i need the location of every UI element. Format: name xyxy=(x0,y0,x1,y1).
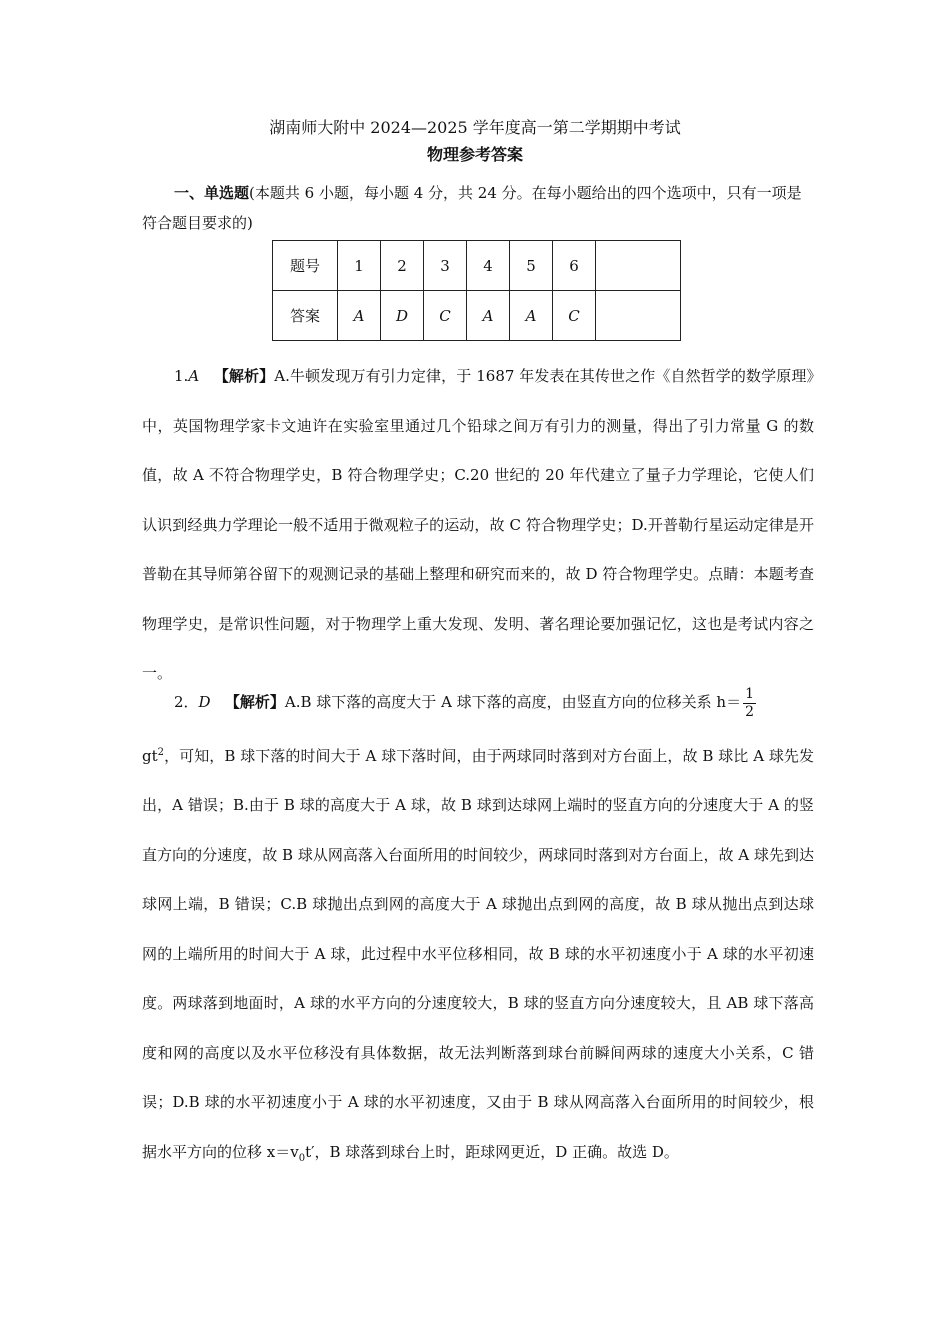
explanation-text: A.B 球下落的高度大于 A 球下落的高度，由竖直方向的位移关系 h＝ xyxy=(284,693,742,711)
section-heading: 一、单选题 xyxy=(174,184,250,202)
answer-table xyxy=(272,240,681,341)
question-label: 1. xyxy=(174,367,189,385)
question-number: 3 xyxy=(424,241,467,291)
formula-subscript: 0 xyxy=(298,1152,306,1164)
answer-cell: A xyxy=(338,291,381,341)
fraction-denominator: 2 xyxy=(745,703,755,720)
question-number: 4 xyxy=(467,241,510,291)
analysis-tag: 【解析】 xyxy=(213,367,275,385)
question-number: 5 xyxy=(510,241,553,291)
formula-gt: gt xyxy=(142,746,158,765)
question-answer: A xyxy=(188,367,200,385)
empty-cell xyxy=(596,241,681,291)
question-answer: D xyxy=(198,693,211,711)
answer-cell: C xyxy=(424,291,467,341)
answer-cell: C xyxy=(553,291,596,341)
question-number: 6 xyxy=(553,241,596,291)
explanation-text: t′，B 球落到球台上时，距球网更近，D 正确。故选 D。 xyxy=(305,1142,679,1161)
section-instructions: (本题共 6 小题，每小题 4 分，共 24 分。在每小题给出的四个选项中，只有一项是符合题目要求的) xyxy=(142,184,802,232)
question-number: 1 xyxy=(338,241,381,291)
table-row xyxy=(273,291,681,341)
analysis-tag: 【解析】 xyxy=(224,693,285,711)
table-row xyxy=(273,241,681,291)
explanation-text: A.牛顿发现万有引力定律，于 1687 年发表在其传世之作《自然哲学的数学原理》中，英国物理学家卡文迪许在实验室里通过几个铅球之间万有引力的测量，得出了引力常量 G 的数值，故 A 不符合物理学史，B 符合物理学史；C.20 世纪的 20 年代建立了量子力学理论，它使人们认识到经典力学理论一般不适用于微观粒子的运动，故 C 符合物理学史；D.开普勒行星运动定律是开普勒在其导师第谷留下的观测记录的基础上整理和研究而来的，故 D 符合物理学史。点睛：本题考查物理学史，是常识性问题，对于物理学上重大发现、发明、著名理论要加强记忆，这也是考试内容之一。 xyxy=(142,367,814,682)
question-number: 2 xyxy=(381,241,424,291)
answer-cell: D xyxy=(381,291,424,341)
answer-key-title: 物理参考答案 xyxy=(426,145,523,164)
row-header-answer: 答案 xyxy=(273,291,338,341)
question-label: 2． xyxy=(174,693,199,711)
empty-cell xyxy=(596,291,681,341)
row-header-number: 题号 xyxy=(273,241,338,291)
fraction-numerator: 1 xyxy=(745,685,755,702)
exam-title: 湖南师大附中 2024—2025 学年度高一第二学期期中考试 xyxy=(269,118,681,137)
formula-exponent: 2 xyxy=(157,746,165,758)
answer-cell: A xyxy=(467,291,510,341)
question-1-explanation xyxy=(142,352,814,699)
question-2-explanation xyxy=(142,678,814,1183)
answer-cell: A xyxy=(510,291,553,341)
fraction-one-half xyxy=(743,686,756,721)
explanation-text: ，可知，B 球下落的时间大于 A 球下落时间，由于两球同时落到对方台面上，故 B 球比 A 球先发出，A 错误；B.由于 B 球的高度大于 A 球，故 B 球到达球网上端时的竖直方向的分速度大于 A 的竖直方向的分速度，故 B 球从网高落入台面所用的时间较少，两球同时落到对方台面上，故 A 球先到达球网上端，B 错误；C.B 球抛出点到网的高度大于 A 球抛出点到网的高度，故 B 球从抛出点到达球网的上端所用的时间大于 A 球，此过程中水平位移相同，故 B 球的水平初速度小于 A 球的水平初速度。两球落到地面时，A 球的水平方向的分速度较大，B 球的竖直方向分速度较大，且 AB 球下落高度和网的高度以及水平位移没有具体数据，故无法判断落到球台前瞬间两球的速度大小关系，C 错误；D.B 球的水平初速度小于 A 球的水平初速度，又由于 B 球从网高落入台面所用的时间较少，根据水平方向的位移 x＝v xyxy=(142,746,814,1161)
section-single-choice xyxy=(142,178,814,238)
